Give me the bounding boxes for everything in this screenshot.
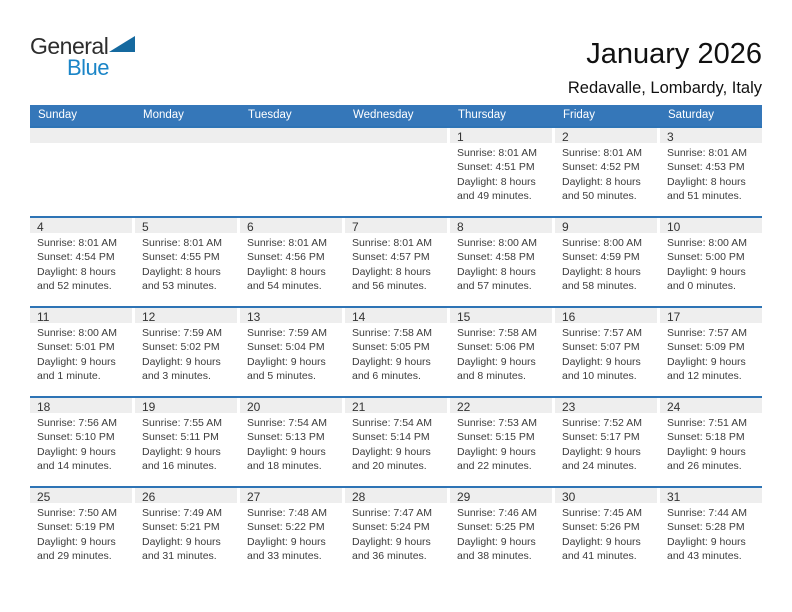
day-info <box>345 323 447 383</box>
sunrise-text: Sunrise: 8:01 AM <box>667 147 747 159</box>
day-info <box>135 233 237 293</box>
day-cell-3 <box>660 128 762 216</box>
day-number-band <box>345 398 447 413</box>
day-cell-13 <box>240 308 342 396</box>
day-number: 14 <box>352 310 366 324</box>
day-number-band <box>450 218 552 233</box>
daylight-text: Daylight: 9 hours and 29 minutes. <box>37 535 116 562</box>
day-number: 3 <box>667 130 674 144</box>
location-subtitle: Redavalle, Lombardy, Italy <box>567 79 762 97</box>
sunset-text: Sunset: 4:59 PM <box>562 251 640 264</box>
day-number: 1 <box>457 130 464 144</box>
sunrise-text: Sunrise: 8:00 AM <box>37 327 117 339</box>
daylight-text: Daylight: 9 hours and 16 minutes. <box>142 445 221 472</box>
daylight-text: Daylight: 8 hours and 51 minutes. <box>667 175 746 202</box>
day-number-band <box>660 488 762 503</box>
day-info <box>555 503 657 563</box>
weekday-friday: Friday <box>563 109 595 121</box>
day-number-band <box>450 128 552 143</box>
day-number-band <box>135 218 237 233</box>
day-number-band <box>660 398 762 413</box>
day-cell-24 <box>660 398 762 486</box>
day-info <box>660 323 762 383</box>
day-cell-14 <box>345 308 447 396</box>
day-cell-29 <box>450 488 552 576</box>
day-number: 16 <box>562 310 576 324</box>
day-info <box>555 233 657 293</box>
daylight-text: Daylight: 8 hours and 52 minutes. <box>37 265 116 292</box>
day-number-band <box>30 308 132 323</box>
day-number: 10 <box>667 220 681 234</box>
daylight-text: Daylight: 9 hours and 14 minutes. <box>37 445 116 472</box>
day-number: 31 <box>667 490 681 504</box>
day-cell-11 <box>30 308 132 396</box>
daylight-text: Daylight: 9 hours and 12 minutes. <box>667 355 746 382</box>
empty-day-cell <box>30 128 447 216</box>
day-info <box>135 413 237 473</box>
day-number: 5 <box>142 220 149 234</box>
sunset-text: Sunset: 5:18 PM <box>667 431 745 444</box>
day-number-band <box>135 398 237 413</box>
day-cell-27 <box>240 488 342 576</box>
day-number-band <box>555 218 657 233</box>
sunset-text: Sunset: 4:55 PM <box>142 251 220 264</box>
day-number: 7 <box>352 220 359 234</box>
sunrise-text: Sunrise: 7:55 AM <box>142 417 222 429</box>
daylight-text: Daylight: 8 hours and 56 minutes. <box>352 265 431 292</box>
day-number-band <box>345 488 447 503</box>
day-number-band <box>450 308 552 323</box>
sunrise-text: Sunrise: 7:53 AM <box>457 417 537 429</box>
sunrise-text: Sunrise: 7:50 AM <box>37 507 117 519</box>
day-number-band <box>135 308 237 323</box>
day-number: 23 <box>562 400 576 414</box>
day-number-band <box>660 128 762 143</box>
sunset-text: Sunset: 5:14 PM <box>352 431 430 444</box>
day-number: 22 <box>457 400 471 414</box>
day-info <box>30 323 132 383</box>
sunrise-text: Sunrise: 7:48 AM <box>247 507 327 519</box>
day-cell-9 <box>555 218 657 306</box>
sunrise-text: Sunrise: 7:49 AM <box>142 507 222 519</box>
day-info <box>450 143 552 203</box>
day-number-band <box>240 218 342 233</box>
daylight-text: Daylight: 9 hours and 33 minutes. <box>247 535 326 562</box>
day-info <box>450 233 552 293</box>
day-cell-10 <box>660 218 762 306</box>
day-cell-23 <box>555 398 657 486</box>
weekday-monday: Monday <box>143 109 184 121</box>
title-block <box>568 38 762 98</box>
sunset-text: Sunset: 5:05 PM <box>352 341 430 354</box>
sunset-text: Sunset: 5:22 PM <box>247 521 325 534</box>
sunrise-text: Sunrise: 7:54 AM <box>247 417 327 429</box>
day-cell-28 <box>345 488 447 576</box>
day-info <box>135 323 237 383</box>
daylight-text: Daylight: 8 hours and 49 minutes. <box>457 175 536 202</box>
day-number-band <box>30 488 132 503</box>
daylight-text: Daylight: 9 hours and 3 minutes. <box>142 355 221 382</box>
general-blue-logo <box>30 34 160 86</box>
sunrise-text: Sunrise: 7:59 AM <box>142 327 222 339</box>
sunset-text: Sunset: 4:58 PM <box>457 251 535 264</box>
weekday-saturday: Saturday <box>668 109 715 121</box>
daylight-text: Daylight: 8 hours and 57 minutes. <box>457 265 536 292</box>
day-info <box>240 323 342 383</box>
day-number: 13 <box>247 310 261 324</box>
day-number: 29 <box>457 490 471 504</box>
daylight-text: Daylight: 9 hours and 1 minute. <box>37 355 116 382</box>
day-info <box>450 323 552 383</box>
day-number-band <box>660 308 762 323</box>
sunrise-text: Sunrise: 8:01 AM <box>352 237 432 249</box>
day-info <box>345 413 447 473</box>
day-number: 26 <box>142 490 156 504</box>
sunset-text: Sunset: 5:13 PM <box>247 431 325 444</box>
sunset-text: Sunset: 5:06 PM <box>457 341 535 354</box>
day-cell-15 <box>450 308 552 396</box>
sunset-text: Sunset: 5:07 PM <box>562 341 640 354</box>
sunset-text: Sunset: 5:15 PM <box>457 431 535 444</box>
day-cell-25 <box>30 488 132 576</box>
sunset-text: Sunset: 4:57 PM <box>352 251 430 264</box>
daylight-text: Daylight: 8 hours and 58 minutes. <box>562 265 641 292</box>
day-info <box>660 503 762 563</box>
weekday-header-row <box>30 105 762 126</box>
daylight-text: Daylight: 9 hours and 6 minutes. <box>352 355 431 382</box>
day-cell-18 <box>30 398 132 486</box>
day-cell-5 <box>135 218 237 306</box>
daylight-text: Daylight: 9 hours and 31 minutes. <box>142 535 221 562</box>
day-number: 19 <box>142 400 156 414</box>
day-number: 18 <box>37 400 51 414</box>
day-number: 8 <box>457 220 464 234</box>
sunrise-text: Sunrise: 7:51 AM <box>667 417 747 429</box>
day-number: 17 <box>667 310 681 324</box>
sunset-text: Sunset: 4:51 PM <box>457 161 535 174</box>
day-number-band <box>30 128 447 143</box>
day-number-band <box>135 488 237 503</box>
day-number-band <box>450 488 552 503</box>
daylight-text: Daylight: 9 hours and 5 minutes. <box>247 355 326 382</box>
day-cell-1 <box>450 128 552 216</box>
day-cell-2 <box>555 128 657 216</box>
day-number-band <box>555 398 657 413</box>
day-number-band <box>555 488 657 503</box>
sunrise-text: Sunrise: 7:44 AM <box>667 507 747 519</box>
daylight-text: Daylight: 9 hours and 20 minutes. <box>352 445 431 472</box>
day-info <box>555 413 657 473</box>
week-row-3 <box>30 306 762 396</box>
sunrise-text: Sunrise: 8:00 AM <box>457 237 537 249</box>
day-info <box>30 503 132 563</box>
sunrise-text: Sunrise: 8:00 AM <box>667 237 747 249</box>
day-number: 2 <box>562 130 569 144</box>
day-info <box>660 233 762 293</box>
day-number: 30 <box>562 490 576 504</box>
day-info <box>555 323 657 383</box>
day-number: 6 <box>247 220 254 234</box>
daylight-text: Daylight: 9 hours and 24 minutes. <box>562 445 641 472</box>
day-number-band <box>555 128 657 143</box>
sunset-text: Sunset: 5:11 PM <box>142 431 219 444</box>
sunset-text: Sunset: 5:00 PM <box>667 251 745 264</box>
weekday-tuesday: Tuesday <box>248 109 292 121</box>
day-info <box>660 413 762 473</box>
day-cell-4 <box>30 218 132 306</box>
day-info <box>240 233 342 293</box>
day-cell-31 <box>660 488 762 576</box>
sunrise-text: Sunrise: 7:46 AM <box>457 507 537 519</box>
sunrise-text: Sunrise: 7:59 AM <box>247 327 327 339</box>
day-number-band <box>345 218 447 233</box>
day-info <box>240 503 342 563</box>
day-info <box>30 233 132 293</box>
day-info <box>660 143 762 203</box>
day-cell-8 <box>450 218 552 306</box>
day-number: 25 <box>37 490 51 504</box>
sunset-text: Sunset: 5:04 PM <box>247 341 325 354</box>
sunrise-text: Sunrise: 8:01 AM <box>562 147 642 159</box>
daylight-text: Daylight: 9 hours and 18 minutes. <box>247 445 326 472</box>
daylight-text: Daylight: 8 hours and 50 minutes. <box>562 175 641 202</box>
page-title: January 2026 <box>586 38 762 70</box>
day-cell-19 <box>135 398 237 486</box>
sunrise-text: Sunrise: 8:01 AM <box>457 147 537 159</box>
sunrise-text: Sunrise: 8:01 AM <box>142 237 222 249</box>
day-number-band <box>345 308 447 323</box>
sunset-text: Sunset: 4:53 PM <box>667 161 745 174</box>
daylight-text: Daylight: 9 hours and 8 minutes. <box>457 355 536 382</box>
sunset-text: Sunset: 5:26 PM <box>562 521 640 534</box>
sunset-text: Sunset: 5:09 PM <box>667 341 745 354</box>
day-number: 28 <box>352 490 366 504</box>
week-row-4 <box>30 396 762 486</box>
day-cell-22 <box>450 398 552 486</box>
day-cell-17 <box>660 308 762 396</box>
daylight-text: Daylight: 9 hours and 38 minutes. <box>457 535 536 562</box>
daylight-text: Daylight: 8 hours and 54 minutes. <box>247 265 326 292</box>
day-info <box>345 233 447 293</box>
day-number-band <box>30 218 132 233</box>
day-info <box>30 413 132 473</box>
daylight-text: Daylight: 9 hours and 0 minutes. <box>667 265 746 292</box>
logo-text-general: General <box>30 33 109 59</box>
day-cell-7 <box>345 218 447 306</box>
day-cell-21 <box>345 398 447 486</box>
day-number-band <box>240 308 342 323</box>
logo-triangle-icon <box>109 36 135 52</box>
daylight-text: Daylight: 9 hours and 26 minutes. <box>667 445 746 472</box>
day-number: 24 <box>667 400 681 414</box>
daylight-text: Daylight: 9 hours and 36 minutes. <box>352 535 431 562</box>
sunrise-text: Sunrise: 7:58 AM <box>457 327 537 339</box>
day-cell-6 <box>240 218 342 306</box>
day-cell-30 <box>555 488 657 576</box>
weekday-thursday: Thursday <box>458 109 506 121</box>
sunrise-text: Sunrise: 7:56 AM <box>37 417 117 429</box>
daylight-text: Daylight: 9 hours and 22 minutes. <box>457 445 536 472</box>
day-info <box>135 503 237 563</box>
day-number: 4 <box>37 220 44 234</box>
day-number-band <box>555 308 657 323</box>
sunrise-text: Sunrise: 7:45 AM <box>562 507 642 519</box>
sunrise-text: Sunrise: 8:01 AM <box>247 237 327 249</box>
sunrise-text: Sunrise: 7:57 AM <box>667 327 747 339</box>
sunset-text: Sunset: 5:21 PM <box>142 521 220 534</box>
sunrise-text: Sunrise: 7:47 AM <box>352 507 432 519</box>
day-number-band <box>30 398 132 413</box>
calendar-table <box>30 105 762 576</box>
sunrise-text: Sunrise: 7:58 AM <box>352 327 432 339</box>
daylight-text: Daylight: 8 hours and 53 minutes. <box>142 265 221 292</box>
week-row-2 <box>30 216 762 306</box>
sunset-text: Sunset: 5:19 PM <box>37 521 115 534</box>
day-number-band <box>660 218 762 233</box>
weekday-wednesday: Wednesday <box>353 109 414 121</box>
day-cell-16 <box>555 308 657 396</box>
sunset-text: Sunset: 5:10 PM <box>37 431 115 444</box>
day-number: 21 <box>352 400 366 414</box>
day-number: 11 <box>37 310 50 324</box>
calendar-body <box>30 126 762 576</box>
day-number: 27 <box>247 490 261 504</box>
week-row-1 <box>30 126 762 216</box>
day-number-band <box>240 398 342 413</box>
week-row-5 <box>30 486 762 576</box>
day-info <box>450 503 552 563</box>
sunset-text: Sunset: 5:17 PM <box>562 431 640 444</box>
day-cell-20 <box>240 398 342 486</box>
sunrise-text: Sunrise: 8:00 AM <box>562 237 642 249</box>
sunrise-text: Sunrise: 8:01 AM <box>37 237 117 249</box>
day-number-band <box>240 488 342 503</box>
day-number: 20 <box>247 400 261 414</box>
day-info <box>555 143 657 203</box>
sunset-text: Sunset: 4:52 PM <box>562 161 640 174</box>
daylight-text: Daylight: 9 hours and 10 minutes. <box>562 355 641 382</box>
sunset-text: Sunset: 5:28 PM <box>667 521 745 534</box>
sunset-text: Sunset: 5:24 PM <box>352 521 430 534</box>
logo-text-blue: Blue <box>67 55 110 80</box>
day-info <box>240 413 342 473</box>
sunrise-text: Sunrise: 7:57 AM <box>562 327 642 339</box>
day-number: 12 <box>142 310 156 324</box>
day-number: 9 <box>562 220 569 234</box>
day-cell-12 <box>135 308 237 396</box>
daylight-text: Daylight: 9 hours and 41 minutes. <box>562 535 641 562</box>
weekday-sunday: Sunday <box>38 109 78 121</box>
sunrise-text: Sunrise: 7:54 AM <box>352 417 432 429</box>
day-info <box>450 413 552 473</box>
sunset-text: Sunset: 5:02 PM <box>142 341 220 354</box>
day-number: 15 <box>457 310 471 324</box>
sunset-text: Sunset: 4:56 PM <box>247 251 325 264</box>
sunrise-text: Sunrise: 7:52 AM <box>562 417 642 429</box>
sunset-text: Sunset: 5:01 PM <box>37 341 115 354</box>
day-number-band <box>450 398 552 413</box>
daylight-text: Daylight: 9 hours and 43 minutes. <box>667 535 746 562</box>
sunset-text: Sunset: 5:25 PM <box>457 521 535 534</box>
day-cell-26 <box>135 488 237 576</box>
sunset-text: Sunset: 4:54 PM <box>37 251 115 264</box>
day-info <box>345 503 447 563</box>
